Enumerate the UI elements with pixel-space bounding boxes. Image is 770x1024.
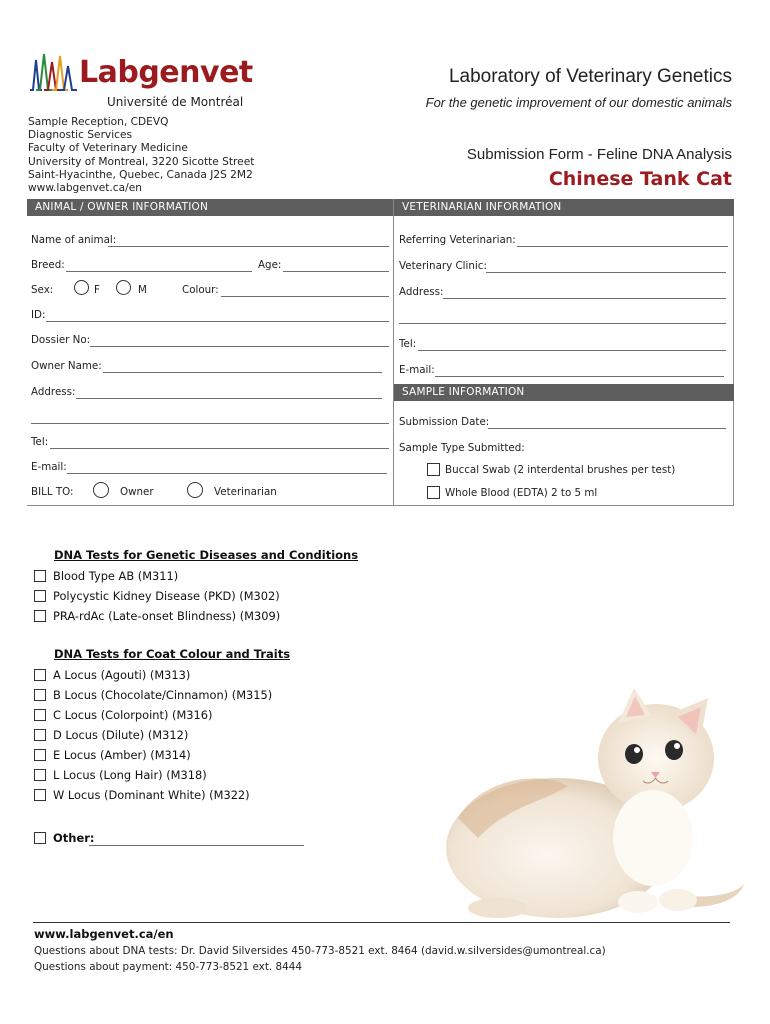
- test-item-b-locus[interactable]: [34, 687, 272, 703]
- vet-email-field[interactable]: [435, 376, 724, 377]
- id-field[interactable]: [46, 321, 389, 322]
- test-item-label: L Locus (Long Hair) (M318): [53, 768, 207, 782]
- sample-type-label: Sample Type Submitted:: [399, 442, 525, 454]
- checkbox[interactable]: [34, 570, 46, 582]
- form-title: Submission Form - Feline DNA Analysis: [466, 146, 732, 163]
- test-item-pra-rdac[interactable]: [34, 608, 280, 624]
- labgenvet-logo-icon: [30, 50, 78, 94]
- logo-text: Labgenvet: [79, 55, 253, 90]
- whole-blood-label: Whole Blood (EDTA) 2 to 5 ml: [445, 487, 598, 499]
- colour-field[interactable]: [221, 296, 389, 297]
- checkbox[interactable]: [34, 590, 46, 602]
- lab-title: Laboratory of Veterinary Genetics: [448, 66, 732, 87]
- sex-m-radio[interactable]: [116, 280, 131, 295]
- colour-label: Colour:: [182, 284, 219, 296]
- owner-tel-field[interactable]: [50, 448, 389, 449]
- address-line-url[interactable]: www.labgenvet.ca/en: [28, 182, 142, 195]
- checkbox[interactable]: [34, 769, 46, 781]
- address-line: Diagnostic Services: [28, 129, 132, 142]
- address-line: University of Montreal, 3220 Sicotte Street: [28, 155, 255, 168]
- vet-email-label: E-mail:: [399, 364, 435, 376]
- test-item-label: PRA-rdAc (Late-onset Blindness) (M309): [53, 609, 281, 623]
- vet-clinic-label: Veterinary Clinic:: [399, 260, 487, 272]
- checkbox[interactable]: [34, 749, 46, 761]
- other-label: Other:: [53, 831, 95, 845]
- test-item-label: Blood Type AB (M311): [53, 569, 179, 583]
- owner-email-field[interactable]: [67, 473, 387, 474]
- sex-m-label: M: [138, 284, 147, 296]
- test-item-label: C Locus (Colorpoint) (M316): [53, 708, 213, 722]
- bill-owner-label: Owner: [120, 486, 154, 498]
- owner-address-field-2[interactable]: [31, 423, 389, 424]
- footer-divider: [33, 922, 730, 923]
- age-label: Age:: [258, 259, 282, 271]
- sex-f-label: F: [94, 284, 100, 296]
- address-line: Saint-Hyacinthe, Quebec, Canada J2S 2M2: [28, 168, 253, 181]
- owner-name-field[interactable]: [103, 372, 382, 373]
- owner-tel-label: Tel:: [31, 436, 49, 448]
- test-item-c-locus[interactable]: [34, 707, 212, 723]
- referring-vet-field[interactable]: [517, 246, 728, 247]
- owner-address-field[interactable]: [76, 398, 382, 399]
- address-line: Sample Reception, CDEVQ: [28, 116, 169, 128]
- test-item-pkd[interactable]: [34, 588, 280, 604]
- vet-address-field-2[interactable]: [399, 323, 726, 324]
- age-field[interactable]: [283, 271, 389, 272]
- lab-address: [28, 116, 254, 195]
- owner-address-label: Address:: [31, 386, 76, 398]
- address-line: Faculty of Veterinary Medicine: [28, 142, 188, 155]
- checkbox[interactable]: [34, 832, 46, 844]
- coat-tests-heading: DNA Tests for Coat Colour and Traits: [54, 647, 291, 661]
- test-item-e-locus[interactable]: [34, 747, 191, 763]
- test-item-a-locus[interactable]: [34, 667, 190, 683]
- breed-field[interactable]: [66, 271, 252, 272]
- vet-tel-field[interactable]: [418, 350, 726, 351]
- buccal-swab-label: Buccal Swab (2 interdental brushes per test): [445, 464, 676, 476]
- checkbox[interactable]: [34, 709, 46, 721]
- veterinarian-section-bar: VETERINARIAN INFORMATION: [394, 199, 734, 216]
- test-item-d-locus[interactable]: [34, 727, 188, 743]
- vet-address-field[interactable]: [443, 298, 726, 299]
- dossier-label: Dossier No:: [31, 334, 91, 346]
- checkbox[interactable]: [34, 729, 46, 741]
- cat-image: [438, 688, 750, 920]
- other-field[interactable]: [89, 845, 304, 846]
- sex-label: Sex:: [31, 284, 54, 296]
- sample-section-bar: SAMPLE INFORMATION: [394, 384, 734, 401]
- test-item-label: D Locus (Dilute) (M312): [53, 728, 189, 742]
- sex-f-radio[interactable]: [74, 280, 89, 295]
- vet-clinic-field[interactable]: [486, 272, 726, 273]
- buccal-swab-checkbox[interactable]: [427, 463, 440, 476]
- bill-owner-radio[interactable]: [93, 482, 109, 498]
- id-label: ID:: [31, 309, 46, 321]
- test-item-l-locus[interactable]: [34, 767, 207, 783]
- bill-vet-label: Veterinarian: [214, 486, 277, 498]
- test-item-label: A Locus (Agouti) (M313): [53, 668, 191, 682]
- referring-vet-label: Referring Veterinarian:: [399, 234, 516, 246]
- other-test-row[interactable]: [34, 831, 95, 845]
- vet-tel-label: Tel:: [399, 338, 417, 350]
- vet-address-label: Address:: [399, 286, 444, 298]
- footer-url[interactable]: www.labgenvet.ca/en: [34, 927, 174, 941]
- name-of-animal-label: Name of animal:: [31, 234, 117, 246]
- breed-title: Chinese Tank Cat: [548, 168, 732, 190]
- footer-dna-questions: Questions about DNA tests: Dr. David Silversides 450-773-8521 ext. 8464 (david.w.silversides@umontreal.ca): [34, 945, 606, 957]
- test-item-label: Polycystic Kidney Disease (PKD) (M302): [53, 589, 280, 603]
- checkbox[interactable]: [34, 689, 46, 701]
- test-item-label: E Locus (Amber) (M314): [53, 748, 191, 762]
- owner-name-label: Owner Name:: [31, 360, 102, 372]
- footer-payment-questions: Questions about payment: 450-773-8521 ext. 8444: [34, 961, 302, 973]
- test-item-w-locus[interactable]: [34, 787, 250, 803]
- bill-to-label: BILL TO:: [31, 486, 74, 498]
- test-item-blood-type[interactable]: [34, 568, 178, 584]
- checkbox[interactable]: [34, 789, 46, 801]
- breed-label: Breed:: [31, 259, 65, 271]
- whole-blood-checkbox[interactable]: [427, 486, 440, 499]
- dossier-field[interactable]: [90, 346, 389, 347]
- test-item-label: B Locus (Chocolate/Cinnamon) (M315): [53, 688, 273, 702]
- submission-date-field[interactable]: [488, 428, 726, 429]
- checkbox[interactable]: [34, 610, 46, 622]
- owner-email-label: E-mail:: [31, 461, 67, 473]
- disease-tests-heading: DNA Tests for Genetic Diseases and Conditions: [54, 548, 359, 562]
- bill-vet-radio[interactable]: [187, 482, 203, 498]
- test-item-label: W Locus (Dominant White) (M322): [53, 788, 250, 802]
- submission-date-label: Submission Date:: [399, 416, 490, 428]
- animal-owner-section-bar: ANIMAL / OWNER INFORMATION: [27, 199, 393, 216]
- logo-subtitle: Université de Montréal: [107, 95, 244, 109]
- checkbox[interactable]: [34, 669, 46, 681]
- name-of-animal-field[interactable]: [108, 246, 389, 247]
- lab-tagline: For the genetic improvement of our domestic animals: [425, 95, 732, 110]
